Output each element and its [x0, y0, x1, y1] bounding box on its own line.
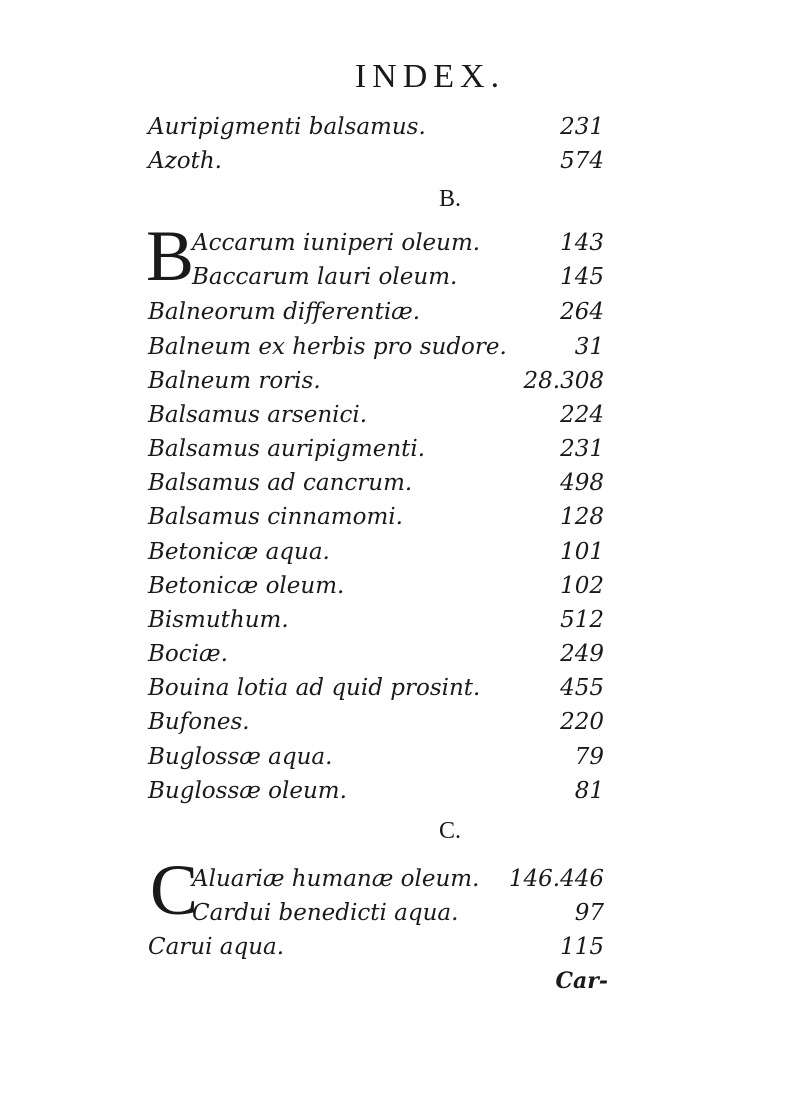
index-term: Bociæ.	[148, 641, 228, 667]
page-number: 115	[560, 934, 604, 960]
list-item	[0, 226, 800, 260]
list-item	[0, 144, 800, 178]
page-number: 128	[560, 504, 604, 530]
page-title: INDEX.	[354, 58, 506, 95]
drop-cap-c: C	[150, 850, 199, 930]
page-number: 455	[560, 675, 604, 701]
index-term: Buglossæ oleum.	[148, 778, 347, 804]
index-term: Auripigmenti balsamus.	[148, 114, 426, 140]
page-number: 512	[560, 607, 604, 633]
page-number: 224	[560, 402, 604, 428]
index-term: Azoth.	[148, 148, 222, 174]
list-item	[0, 432, 800, 466]
list-item	[0, 295, 800, 329]
drop-cap-b: B	[146, 216, 195, 296]
index-term: Buglossæ aqua.	[148, 744, 333, 770]
page-number: 143	[560, 230, 604, 256]
index-term: Balsamus cinnamomi.	[148, 504, 403, 530]
list-item	[0, 862, 800, 896]
index-term: Balsamus ad cancrum.	[148, 470, 413, 496]
section-heading-c: C.	[438, 818, 461, 844]
index-term: Bouina lotia ad quid prosint.	[148, 675, 481, 701]
index-term: Betonicæ aqua.	[148, 539, 330, 565]
page-number: 31	[574, 334, 604, 360]
page-number: 231	[560, 114, 604, 140]
list-item	[0, 110, 800, 144]
list-item	[0, 466, 800, 500]
index-term: Betonicæ oleum.	[148, 573, 345, 599]
page-number: 574	[560, 148, 604, 174]
index-term: Balsamus arsenici.	[148, 402, 368, 428]
page-number: 498	[560, 470, 604, 496]
index-term: Balneum roris.	[148, 368, 321, 394]
list-item	[0, 260, 800, 294]
list-item	[0, 930, 800, 964]
index-term: Balsamus auripigmenti.	[148, 436, 426, 462]
list-item	[0, 671, 800, 705]
index-term: Balneum ex herbis pro sudore.	[148, 334, 507, 360]
list-item	[0, 896, 800, 930]
page-number: 231	[560, 436, 604, 462]
page-number: 97	[574, 900, 604, 926]
page-number: 102	[560, 573, 604, 599]
index-term: Aluariæ humanæ oleum.	[192, 866, 480, 892]
page-number: 249	[560, 641, 604, 667]
page-number: 220	[560, 709, 604, 735]
index-term: Baccarum lauri oleum.	[192, 264, 458, 290]
list-item	[0, 500, 800, 534]
list-item	[0, 637, 800, 671]
index-term: Balneorum differentiæ.	[148, 299, 421, 325]
catchword: Car-	[555, 968, 608, 994]
list-item	[0, 398, 800, 432]
page-number: 81	[574, 778, 604, 804]
page-number: 145	[560, 264, 604, 290]
page-number: 28.308	[523, 368, 604, 394]
list-item	[0, 705, 800, 739]
index-term: Cardui benedicti aqua.	[192, 900, 459, 926]
list-item	[0, 774, 800, 808]
index-term: Accarum iuniperi oleum.	[192, 230, 481, 256]
list-item	[0, 740, 800, 774]
index-term: Bismuthum.	[148, 607, 289, 633]
index-term: Carui aqua.	[148, 934, 285, 960]
list-item	[0, 535, 800, 569]
list-item	[0, 603, 800, 637]
list-item	[0, 569, 800, 603]
list-item	[0, 330, 800, 364]
list-item	[0, 364, 800, 398]
index-term: Bufones.	[148, 709, 250, 735]
page-number: 264	[560, 299, 604, 325]
page-number: 79	[574, 744, 604, 770]
section-heading-b: B.	[438, 186, 461, 212]
page-number: 146.446	[508, 866, 604, 892]
page-number: 101	[560, 539, 604, 565]
